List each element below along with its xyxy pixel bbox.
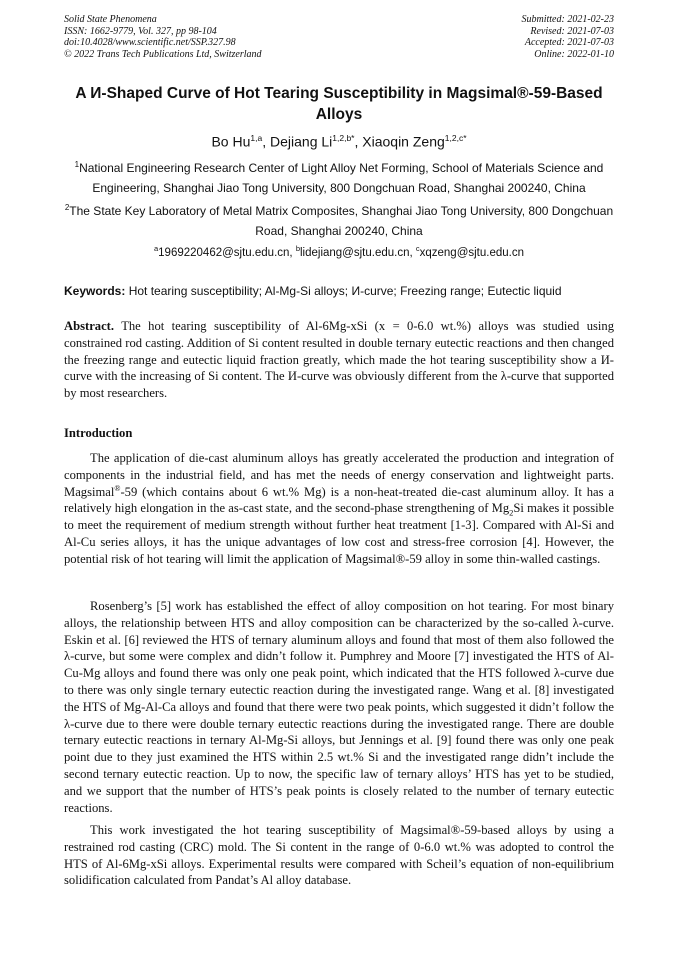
affiliation-1 bbox=[64, 155, 614, 198]
paragraph bbox=[64, 450, 614, 568]
online-date: Online: 2022-01-10 bbox=[534, 48, 614, 60]
abstract-label: Abstract. bbox=[64, 319, 115, 333]
publication-dates bbox=[522, 14, 615, 60]
subscript: 2 bbox=[509, 507, 514, 518]
author-affiliation-marker: 1,2,b* bbox=[332, 133, 355, 143]
author-affiliation-marker: 1,a bbox=[250, 133, 263, 143]
email-link[interactable]: xqzeng@sjtu.edu.cn bbox=[419, 246, 525, 259]
issn: ISSN: 1662-9779, Vol. 327, pp 98-104 bbox=[64, 25, 217, 37]
affiliation-text: National Engineering Research Center of Light Alloy Net Forming, School of Materials Science and Engineering, Shanghai Jiao Tong University, 800 Dongchuan Road, Shanghai 200240, China bbox=[79, 161, 604, 195]
email-marker: a bbox=[153, 244, 159, 253]
affiliation-marker: 1 bbox=[74, 160, 80, 169]
email-marker: b bbox=[295, 244, 300, 253]
email-link[interactable]: 1969220462@sjtu.edu.cn bbox=[158, 246, 290, 259]
keywords-text: Hot tearing susceptibility; Al-Mg-Si alloys; И-curve; Freezing range; Eutectic liquid bbox=[128, 284, 562, 298]
affiliation-text: The State Key Laboratory of Metal Matrix Composites, Shanghai Jiao Tong University, 800 Dongchuan Road, Shanghai 200240, China bbox=[69, 204, 614, 238]
journal-name: Solid State Phenomena bbox=[64, 14, 157, 25]
paragraph: Rosenberg’s [5] work has established the effect of alloy composition on hot tearing. For most binary alloys, the relationship between HTS and alloy composition can be characterized by the so-called λ-curve. Eskin et al. [6] reviewed the HTS of ternary aluminum alloys and found that most of them also followed the λ-curve, but some were complex and didn’t follow it. Pumphrey and Moore [7] investigated the HTS of Al-Cu-Mg alloys and found there was only one peak point, which indicated that the HTS followed λ-curve due to there was only single ternary eutectic reaction during the investigated range. Wang et al. [8] investigated the HTS of Mg-Al-Ca alloys and found that there were two peak points, which suggested it didn’t follow the λ-curve due to there were double ternary eutectic reactions during the investigated range. There are double ternary eutectic reactions in ternary Al-Mg-Si alloys, but Jennings et al. [9] found there was only one peak point due to they just examined the HTS within 2.5 wt.% Si and the investigated range didn’t include the second ternary eutectic reaction. Up to now, the specific law of ternary alloys’ HTS has yet to be studied, and we support that the number of HTS’s peak points is closely related to the number of ternary eutectic reactions. bbox=[64, 599, 614, 815]
paragraph-text: The application of die-cast aluminum alloys has greatly accelerated the production and integration of components in the industrial field, and has met the needs of energy conservation and lightweight parts. Magsimal bbox=[64, 451, 614, 499]
registered-mark: ® bbox=[114, 483, 121, 493]
journal-info bbox=[64, 14, 262, 60]
paragraph-text: -59 (which contains about 6 wt.% Mg) is a non-heat-treated die-cast aluminum alloy. It has a relatively high elongation in the as-cast state, and the second-phase strengthening of Mg bbox=[64, 484, 614, 516]
author-name: Bo Hu bbox=[211, 133, 251, 150]
paragraph-text: Si makes it possible to meet the requirement of medium strength without further heat treatment [1-3]. Compared with Al-Si and Al-Cu series alloys, it has the unique advantages of low cost and stress-free corrosion [4]. However, the potential risk of hot tearing will limit the application of Magsimal®-59 alloy in some thin-walled castings. bbox=[64, 501, 614, 566]
doi[interactable]: doi:10.4028/www.scientific.net/SSP.327.98 bbox=[64, 37, 236, 48]
keywords-label: Keywords: bbox=[64, 284, 126, 298]
affiliation-2 bbox=[64, 198, 614, 241]
section-heading-introduction: Introduction bbox=[64, 426, 133, 440]
paragraph: This work investigated the hot tearing susceptibility of Magsimal®-59-based alloys by using a restrained rod casting (CRC) mold. The Si content in the range of 0-6.0 wt.% was adopted to control the HTS of Al-6Mg-xSi alloys. Experimental results were compared with Scheil’s equation of non-equilibrium solidification calculated from Pandat’s Al alloy database. bbox=[64, 823, 614, 888]
author-list: Bo Hu$^{1,a}$, Dejiang $Li^{1,2,b*}$, Xiaoqin Zeng$^{1,2,c*}$ bbox=[211, 133, 467, 150]
revised-date: Revised: 2021-07-03 bbox=[530, 25, 614, 37]
affiliation-marker: 2 bbox=[64, 203, 70, 212]
submitted-date: Submitted: 2021-02-23 bbox=[521, 14, 614, 25]
abstract bbox=[64, 318, 614, 402]
copyright: © 2022 Trans Tech Publications Ltd, Switzerland bbox=[64, 48, 262, 60]
email-link[interactable]: lidejiang@sjtu.edu.cn bbox=[299, 246, 410, 259]
author-name: Dejiang Li bbox=[270, 133, 333, 150]
keywords bbox=[64, 283, 614, 299]
author-name: Xiaoqin Zeng bbox=[362, 133, 445, 150]
paper-title: A И-Shaped Curve of Hot Tearing Susceptibility in Magsimal®-59-Based Alloys bbox=[75, 85, 603, 123]
author-emails: $^a$1969220462@sjtu.edu.cn, $^b$lidejiang@sjtu.edu.cn, $^c$xqzeng@sjtu.edu.cn bbox=[153, 244, 525, 259]
author-affiliation-marker: 1,2,c* bbox=[444, 133, 467, 143]
accepted-date: Accepted: 2021-07-03 bbox=[524, 37, 614, 48]
email-marker: c bbox=[415, 244, 420, 253]
abstract-text: The hot tearing susceptibility of Al-6Mg-xSi (x = 0-6.0 wt.%) alloys was studied using constrained rod casting. Addition of Si content resulted in double ternary eutectic reactions and then changed the freezing range and eutectic liquid fraction greatly, which made the hot tearing susceptibility show a И-curve with the increasing of Si content. The И-curve was obviously different from the λ-curve that supported by most researchers. bbox=[64, 319, 614, 401]
